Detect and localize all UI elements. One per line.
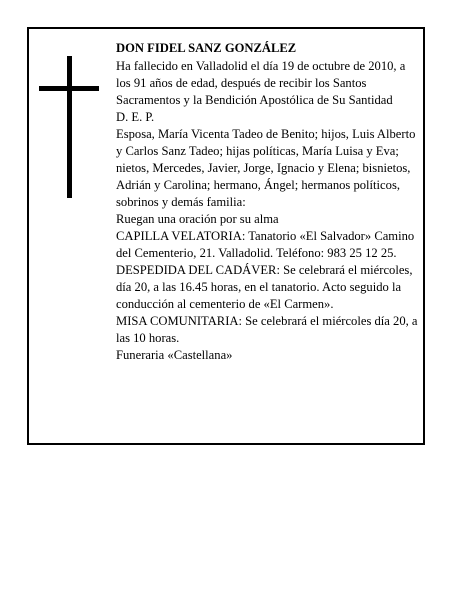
deceased-name: DON FIDEL SANZ GONZÁLEZ xyxy=(116,41,297,55)
obituary-text xyxy=(116,40,422,364)
farewell-text: DESPEDIDA DEL CADÁVER: Se celebrará el miércoles, día 20, a las 16.45 horas, en el tanatorio. Acto seguido la conducción al cementerio de «El Carmen». xyxy=(116,263,413,311)
rip-text: D. E. P. xyxy=(116,110,155,124)
passing-text: Ha fallecido en Valladolid el día 19 de octubre de 2010, a los 91 años de edad, después de recibir los Santos Sacramentos y la Bendición Apostólica de Su Santidad xyxy=(116,59,406,107)
cross-vertical-bar xyxy=(67,56,72,198)
funeral-home-text: Funeraria «Castellana» xyxy=(116,348,233,362)
chapel-text: CAPILLA VELATORIA: Tanatorio «El Salvador» Camino del Cementerio, 21. Valladolid. Teléfono: 983 25 12 25. xyxy=(116,229,415,260)
prayer-text: Ruegan una oración por su alma xyxy=(116,212,279,226)
cross-horizontal-bar xyxy=(39,86,99,91)
obituary-notice xyxy=(27,27,425,445)
mass-text: MISA COMUNITARIA: Se celebrará el miércoles día 20, a las 10 horas. xyxy=(116,314,418,345)
family-text: Esposa, María Vicenta Tadeo de Benito; hijos, Luis Alberto y Carlos Sanz Tadeo; hijas políticas, María Luisa y Eva; nietos, Mercedes, Javier, Jorge, Ignacio y Elena; bisnietos, Adrián y Carolina; hermano, Ángel; hermanos políticos, sobrinos y demás familia: xyxy=(116,127,416,209)
